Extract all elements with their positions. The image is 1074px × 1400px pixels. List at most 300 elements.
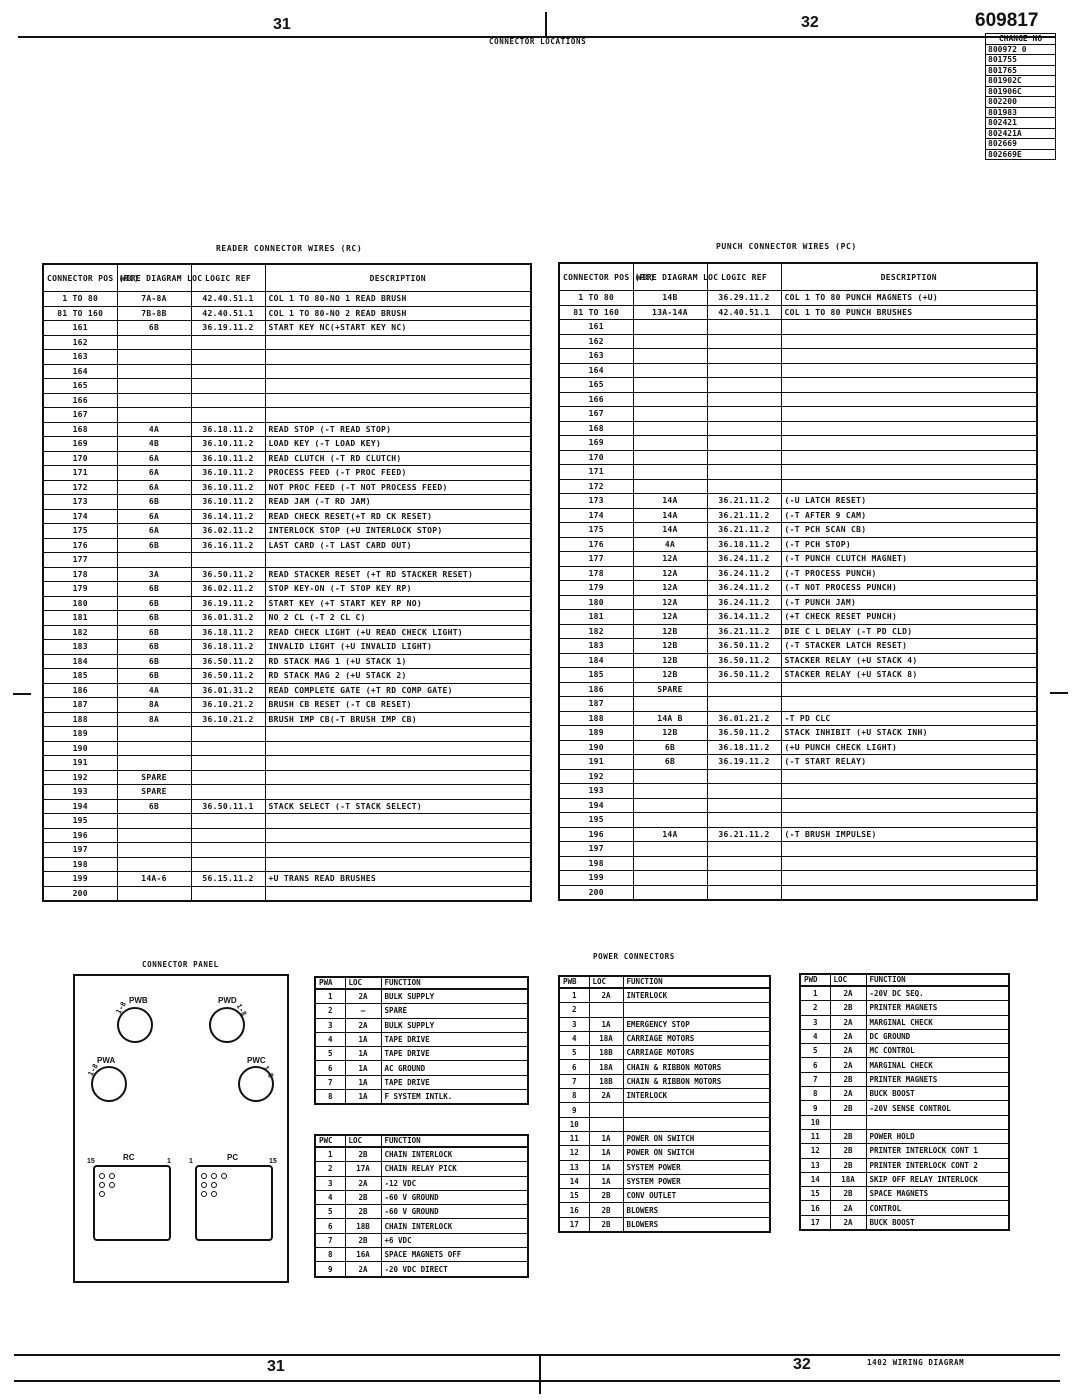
- pwb-cell: 1A: [589, 1160, 623, 1174]
- reader-cell: 4A: [117, 422, 191, 437]
- reader-cell: [191, 408, 265, 423]
- punch-cell: 6B: [633, 740, 707, 755]
- change-number: 801902C: [986, 76, 1056, 87]
- pwb-cell: POWER ON SWITCH: [623, 1146, 770, 1160]
- punch-cell: 36.24.11.2: [707, 566, 781, 581]
- reader-cell: 166: [43, 393, 117, 408]
- reader-cell: 192: [43, 770, 117, 785]
- pwb-row: [559, 1189, 770, 1203]
- punch-cell: 197: [559, 842, 633, 857]
- punch-row: [559, 856, 1037, 871]
- pwb-cell: 11: [559, 1131, 589, 1145]
- reader-cell: 182: [43, 625, 117, 640]
- punch-cell: (-T BRUSH IMPULSE): [781, 827, 1037, 842]
- pwb-cell: [623, 1103, 770, 1117]
- reader-cell: READ CHECK LIGHT (+U READ CHECK LIGHT): [265, 625, 531, 640]
- punch-row: [559, 494, 1037, 509]
- pwb-cell: 10: [559, 1117, 589, 1131]
- reader-cell: 81 TO 160: [43, 306, 117, 321]
- punch-cell: [633, 392, 707, 407]
- pwb-cell: INTERLOCK: [623, 988, 770, 1003]
- pwa-cell: TAPE DRIVE: [381, 1032, 528, 1046]
- punch-cell: DIE C L DELAY (-T PD CLD): [781, 624, 1037, 639]
- reader-cell: [191, 364, 265, 379]
- pwb-cell: 14: [559, 1174, 589, 1188]
- pwb-cell: 15: [559, 1189, 589, 1203]
- pwc-cell: CHAIN RELAY PICK: [381, 1162, 528, 1176]
- punch-cell: [781, 407, 1037, 422]
- punch-cell: [707, 465, 781, 480]
- punch-cell: 12B: [633, 726, 707, 741]
- pwd-row: [800, 1044, 1009, 1058]
- punch-cell: 178: [559, 566, 633, 581]
- punch-cell: 179: [559, 581, 633, 596]
- punch-cell: 14A: [633, 508, 707, 523]
- pwd-row: [800, 1101, 1009, 1115]
- punch-cell: [781, 871, 1037, 886]
- pwa-row: [315, 1090, 528, 1105]
- punch-cell: 199: [559, 871, 633, 886]
- punch-cell: 14A: [633, 494, 707, 509]
- punch-cell: (+U PUNCH CHECK LIGHT): [781, 740, 1037, 755]
- reader-row: [43, 712, 531, 727]
- pwa-cell: 2A: [345, 989, 381, 1004]
- pwd-cell: 12: [800, 1144, 830, 1158]
- reader-cell: 6B: [117, 799, 191, 814]
- punch-cell: 36.50.11.2: [707, 726, 781, 741]
- reader-cell: 6B: [117, 582, 191, 597]
- punch-cell: [707, 769, 781, 784]
- punch-cell: [707, 885, 781, 900]
- punch-cell: 36.01.21.2: [707, 711, 781, 726]
- reader-cell: [117, 335, 191, 350]
- reader-row: [43, 669, 531, 684]
- reader-cell: 4B: [117, 437, 191, 452]
- reader-row: [43, 596, 531, 611]
- punch-cell: [781, 465, 1037, 480]
- reader-cell: 191: [43, 756, 117, 771]
- punch-cell: 12A: [633, 610, 707, 625]
- punch-cell: [781, 392, 1037, 407]
- punch-cell: 36.21.11.2: [707, 624, 781, 639]
- punch-cell: [633, 450, 707, 465]
- reader-cell: 36.02.11.2: [191, 524, 265, 539]
- pwb-cell: 1A: [589, 1131, 623, 1145]
- reader-cell: 42.40.51.1: [191, 292, 265, 307]
- pwd-row: [800, 986, 1009, 1001]
- pwb-cell: 2B: [589, 1217, 623, 1232]
- punch-cell: 192: [559, 769, 633, 784]
- reader-cell: SPARE: [117, 785, 191, 800]
- pwd-cell: 7: [800, 1072, 830, 1086]
- punch-cell: 181: [559, 610, 633, 625]
- reader-row: [43, 741, 531, 756]
- reader-cell: 36.16.11.2: [191, 538, 265, 553]
- reader-row: [43, 857, 531, 872]
- footer-right-page: 32: [793, 1356, 811, 1373]
- pwd-row: [800, 1144, 1009, 1158]
- reader-col-header: CONNECTOR POS (RC): [43, 264, 117, 292]
- pwa-cell: 1A: [345, 1075, 381, 1089]
- punch-cell: [781, 320, 1037, 335]
- reader-cell: 36.50.11.2: [191, 669, 265, 684]
- pwa-table: [314, 976, 529, 1105]
- punch-cell: (-T PUNCH JAM): [781, 595, 1037, 610]
- punch-cell: 189: [559, 726, 633, 741]
- punch-col-header: WIRE DIAGRAM LOC: [633, 263, 707, 291]
- pwd-cell: 8: [800, 1087, 830, 1101]
- reader-cell: [117, 553, 191, 568]
- pwb-cell: INTERLOCK: [623, 1089, 770, 1103]
- punch-cell: [781, 798, 1037, 813]
- pwb-cell: CARRIAGE MOTORS: [623, 1031, 770, 1045]
- pwd-row: [800, 1129, 1009, 1143]
- punch-cell: [633, 813, 707, 828]
- pwd-cell: 18A: [830, 1172, 866, 1186]
- punch-cell: 193: [559, 784, 633, 799]
- punch-row: [559, 682, 1037, 697]
- pwd-row: [800, 1072, 1009, 1086]
- punch-row: [559, 523, 1037, 538]
- reader-cell: 42.40.51.1: [191, 306, 265, 321]
- reader-cell: [265, 828, 531, 843]
- reader-cell: 36.50.11.1: [191, 799, 265, 814]
- pwd-cell: 6: [800, 1058, 830, 1072]
- reader-row: [43, 756, 531, 771]
- pwd-cell: 2: [800, 1001, 830, 1015]
- punch-cell: 171: [559, 465, 633, 480]
- reader-cell: NOT PROC FEED (-T NOT PROCESS FEED): [265, 480, 531, 495]
- pwd-cell: MC CONTROL: [866, 1044, 1009, 1058]
- pwb-cell: CHAIN & RIBBON MOTORS: [623, 1060, 770, 1074]
- punch-cell: [781, 421, 1037, 436]
- reader-cell: [265, 364, 531, 379]
- pwa-header: FUNCTION: [381, 977, 528, 989]
- change-number: 801906C: [986, 86, 1056, 97]
- pwc-row: [315, 1233, 528, 1247]
- pwb-cell: 17: [559, 1217, 589, 1232]
- reader-cell: 172: [43, 480, 117, 495]
- pwc-cell: 4: [315, 1190, 345, 1204]
- punch-row: [559, 639, 1037, 654]
- punch-row: [559, 392, 1037, 407]
- pwd-table: [799, 973, 1010, 1231]
- pwa-cell: 2: [315, 1004, 345, 1018]
- punch-cell: 166: [559, 392, 633, 407]
- reader-cell: 6B: [117, 321, 191, 336]
- pwb-cell: 2A: [589, 988, 623, 1003]
- reader-cell: 36.10.21.2: [191, 698, 265, 713]
- pwd-cell: 2B: [830, 1072, 866, 1086]
- pwc-cell: 7: [315, 1233, 345, 1247]
- punch-cell: 167: [559, 407, 633, 422]
- reader-cell: [191, 756, 265, 771]
- punch-cell: 176: [559, 537, 633, 552]
- pwb-cell: [589, 1003, 623, 1017]
- punch-cell: [707, 450, 781, 465]
- reader-cell: READ COMPLETE GATE (+T RD COMP GATE): [265, 683, 531, 698]
- pwc-row: [315, 1176, 528, 1190]
- punch-row: [559, 305, 1037, 320]
- reader-cell: 185: [43, 669, 117, 684]
- reader-cell: [265, 814, 531, 829]
- punch-cell: 36.18.11.2: [707, 537, 781, 552]
- pwb-row: [559, 1074, 770, 1088]
- reader-cell: 181: [43, 611, 117, 626]
- punch-cell: [633, 769, 707, 784]
- pwd-label: PWD: [218, 996, 237, 1005]
- pwd-pins: 1-8: [234, 1002, 248, 1018]
- reader-cell: 14A-6: [117, 872, 191, 887]
- reader-cell: 36.01.31.2: [191, 683, 265, 698]
- punch-row: [559, 740, 1037, 755]
- reader-cell: 6B: [117, 495, 191, 510]
- pwc-row: [315, 1205, 528, 1219]
- pwa-cell: 1A: [345, 1047, 381, 1061]
- punch-cell: 14A B: [633, 711, 707, 726]
- reader-cell: [117, 350, 191, 365]
- reader-cell: 6A: [117, 509, 191, 524]
- punch-cell: 36.14.11.2: [707, 610, 781, 625]
- punch-cell: STACKER RELAY (+U STACK 4): [781, 653, 1037, 668]
- punch-cell: [707, 407, 781, 422]
- punch-cell: -T PD CLC: [781, 711, 1037, 726]
- punch-cell: 12A: [633, 552, 707, 567]
- reader-col-header: DESCRIPTION: [265, 264, 531, 292]
- pwd-cell: 2A: [830, 1015, 866, 1029]
- pwa-cell: 7: [315, 1075, 345, 1089]
- pwa-header: LOC: [345, 977, 381, 989]
- reader-cell: 170: [43, 451, 117, 466]
- reader-cell: 165: [43, 379, 117, 394]
- change-number: 801755: [986, 55, 1056, 66]
- punch-cell: 165: [559, 378, 633, 393]
- pwd-cell: MARGINAL CHECK: [866, 1015, 1009, 1029]
- punch-cell: [781, 450, 1037, 465]
- reader-row: [43, 292, 531, 307]
- punch-cell: 12B: [633, 639, 707, 654]
- change-no-header: CHANGE NO: [986, 34, 1056, 45]
- punch-cell: 42.40.51.1: [707, 305, 781, 320]
- pwa-row: [315, 1075, 528, 1089]
- punch-cell: 36.50.11.2: [707, 653, 781, 668]
- punch-cell: 173: [559, 494, 633, 509]
- rc-left-pin: 15: [87, 1158, 95, 1165]
- connector-panel: [73, 974, 289, 1283]
- pwd-cell: 13: [800, 1158, 830, 1172]
- punch-cell: SPARE: [633, 682, 707, 697]
- reader-cell: 6B: [117, 611, 191, 626]
- reader-row: [43, 422, 531, 437]
- rc-label: RC: [123, 1153, 135, 1162]
- punch-cell: 188: [559, 711, 633, 726]
- pwd-cell: 2B: [830, 1101, 866, 1115]
- pwa-header: PWA: [315, 977, 345, 989]
- reader-row: [43, 698, 531, 713]
- reader-row: [43, 625, 531, 640]
- punch-cell: [633, 320, 707, 335]
- reader-cell: 189: [43, 727, 117, 742]
- punch-col-header: CONNECTOR POS (PC): [559, 263, 633, 291]
- pwd-row: [800, 1158, 1009, 1172]
- reader-cell: READ CLUTCH (-T RD CLUTCH): [265, 451, 531, 466]
- margin-tick-left: [13, 693, 31, 695]
- punch-cell: [707, 436, 781, 451]
- reader-row: [43, 770, 531, 785]
- pwc-cell: 6: [315, 1219, 345, 1233]
- pwd-cell: 4: [800, 1029, 830, 1043]
- pwd-cell: 17: [800, 1215, 830, 1230]
- reader-cell: SPARE: [117, 770, 191, 785]
- reader-cell: [117, 379, 191, 394]
- punch-row: [559, 784, 1037, 799]
- pwc-cell: -12 VDC: [381, 1176, 528, 1190]
- reader-cell: 187: [43, 698, 117, 713]
- punch-cell: 12A: [633, 566, 707, 581]
- change-number: 802421A: [986, 128, 1056, 139]
- reader-cell: 36.01.31.2: [191, 611, 265, 626]
- punch-cell: 174: [559, 508, 633, 523]
- punch-cell: 36.19.11.2: [707, 755, 781, 770]
- pwc-header: LOC: [345, 1135, 381, 1147]
- pwc-cell: 2B: [345, 1233, 381, 1247]
- pwa-cell: TAPE DRIVE: [381, 1075, 528, 1089]
- pwb-cell: CHAIN & RIBBON MOTORS: [623, 1074, 770, 1088]
- punch-cell: [633, 885, 707, 900]
- pwa-cell: 1A: [345, 1090, 381, 1105]
- reader-row: [43, 611, 531, 626]
- pwc-cell: 3: [315, 1176, 345, 1190]
- punch-row: [559, 697, 1037, 712]
- pwd-cell: 2B: [830, 1129, 866, 1143]
- punch-cell: [633, 856, 707, 871]
- punch-cell: 36.24.11.2: [707, 595, 781, 610]
- reader-cell: [265, 756, 531, 771]
- punch-cell: COL 1 TO 80 PUNCH BRUSHES: [781, 305, 1037, 320]
- reader-cell: [117, 756, 191, 771]
- pwc-row: [315, 1162, 528, 1176]
- reader-row: [43, 335, 531, 350]
- punch-cell: 186: [559, 682, 633, 697]
- reader-cell: 36.10.21.2: [191, 712, 265, 727]
- reader-cell: [191, 857, 265, 872]
- reader-cell: [117, 814, 191, 829]
- punch-row: [559, 552, 1037, 567]
- pwa-cell: SPARE: [381, 1004, 528, 1018]
- pwd-cell: DC GROUND: [866, 1029, 1009, 1043]
- reader-cell: 56.15.11.2: [191, 872, 265, 887]
- pwc-cell: 2B: [345, 1190, 381, 1204]
- header-divider: [545, 12, 547, 38]
- punch-cell: [781, 479, 1037, 494]
- reader-cell: 179: [43, 582, 117, 597]
- punch-cell: 36.50.11.2: [707, 639, 781, 654]
- pwb-row: [559, 1131, 770, 1145]
- reader-row: [43, 886, 531, 901]
- punch-cell: 6B: [633, 755, 707, 770]
- punch-connector-table: [558, 262, 1038, 901]
- pwd-header: FUNCTION: [866, 974, 1009, 986]
- punch-row: [559, 653, 1037, 668]
- punch-row: [559, 421, 1037, 436]
- punch-row: [559, 363, 1037, 378]
- reader-cell: [265, 785, 531, 800]
- reader-cell: RD STACK MAG 2 (+U STACK 2): [265, 669, 531, 684]
- pwd-cell: PRINTER INTERLOCK CONT 1: [866, 1144, 1009, 1158]
- pwb-cell: 3: [559, 1017, 589, 1031]
- punch-cell: (-T PROCESS PUNCH): [781, 566, 1037, 581]
- pwb-cell: [589, 1103, 623, 1117]
- reader-cell: LAST CARD (-T LAST CARD OUT): [265, 538, 531, 553]
- pwa-cell: 1A: [345, 1061, 381, 1075]
- reader-cell: READ STOP (-T READ STOP): [265, 422, 531, 437]
- punch-cell: 12A: [633, 581, 707, 596]
- punch-cell: 168: [559, 421, 633, 436]
- pwb-cell: [623, 1117, 770, 1131]
- punch-cell: [781, 349, 1037, 364]
- reader-cell: 36.10.11.2: [191, 495, 265, 510]
- punch-cell: [633, 871, 707, 886]
- punch-cell: [633, 421, 707, 436]
- pwd-row: [800, 1001, 1009, 1015]
- punch-cell: [781, 697, 1037, 712]
- reader-cell: 167: [43, 408, 117, 423]
- punch-cell: 14A: [633, 523, 707, 538]
- reader-cell: 36.18.11.2: [191, 422, 265, 437]
- pwb-cell: BLOWERS: [623, 1203, 770, 1217]
- pwc-cell: 2A: [345, 1176, 381, 1190]
- punch-row: [559, 436, 1037, 451]
- pwa-label: PWA: [97, 1056, 116, 1065]
- reader-row: [43, 393, 531, 408]
- reader-cell: 177: [43, 553, 117, 568]
- pwd-cell: 3: [800, 1015, 830, 1029]
- reader-cell: 6A: [117, 480, 191, 495]
- pc-left-pin: 1: [189, 1158, 193, 1165]
- pwa-cell: TAPE DRIVE: [381, 1047, 528, 1061]
- punch-cell: 187: [559, 697, 633, 712]
- pwb-label: PWB: [129, 996, 148, 1005]
- pwa-row: [315, 1047, 528, 1061]
- pwb-cell: SYSTEM POWER: [623, 1174, 770, 1188]
- reader-cell: 171: [43, 466, 117, 481]
- punch-cell: [707, 378, 781, 393]
- reader-cell: STOP KEY-ON (-T STOP KEY RP): [265, 582, 531, 597]
- reader-row: [43, 495, 531, 510]
- punch-cell: [781, 769, 1037, 784]
- punch-cell: [707, 784, 781, 799]
- punch-row: [559, 827, 1037, 842]
- punch-cell: [707, 392, 781, 407]
- pwb-cell: 1A: [589, 1174, 623, 1188]
- pwb-cell: 16: [559, 1203, 589, 1217]
- reader-cell: [191, 553, 265, 568]
- pwd-row: [800, 1015, 1009, 1029]
- footer-rule-top: [14, 1354, 1060, 1356]
- punch-cell: (-T NOT PROCESS PUNCH): [781, 581, 1037, 596]
- reader-cell: 36.18.11.2: [191, 640, 265, 655]
- pwb-cell: 5: [559, 1046, 589, 1060]
- footer-left-page: 31: [267, 1358, 285, 1375]
- reader-cell: 161: [43, 321, 117, 336]
- reader-row: [43, 872, 531, 887]
- reader-cell: [191, 335, 265, 350]
- punch-cell: 36.29.11.2: [707, 291, 781, 306]
- pwd-cell: 2A: [830, 1058, 866, 1072]
- punch-row: [559, 291, 1037, 306]
- reader-cell: [191, 727, 265, 742]
- pwc-cell: 18B: [345, 1219, 381, 1233]
